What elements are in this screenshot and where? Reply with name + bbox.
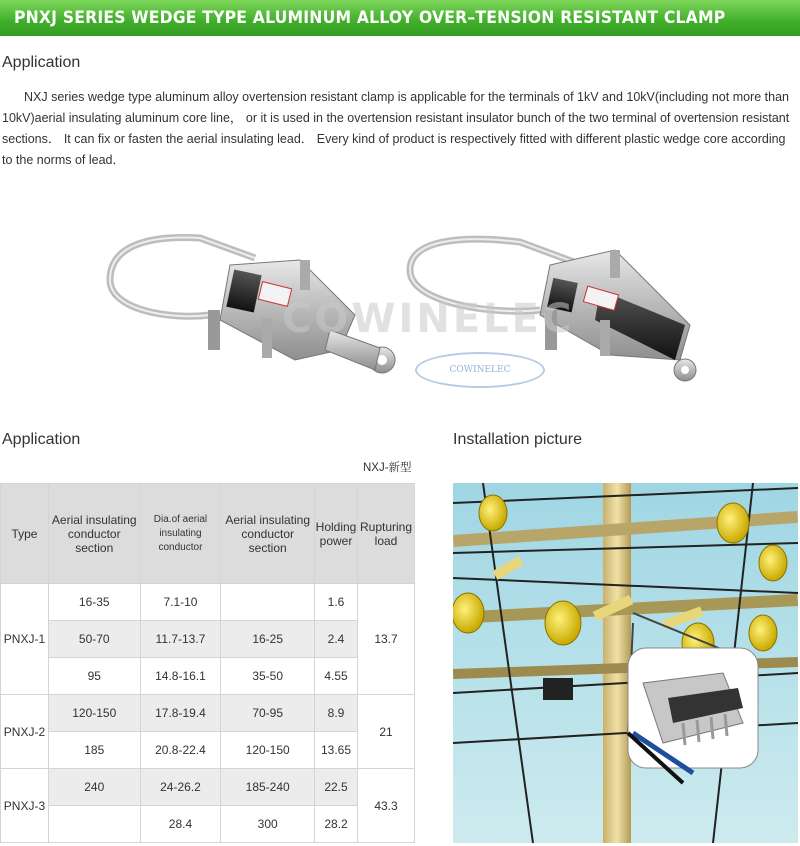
table-heading: Application bbox=[2, 431, 81, 448]
cell-section: 50-70 bbox=[48, 621, 140, 658]
table-row bbox=[1, 621, 415, 658]
header-holding: Holding power bbox=[315, 484, 358, 584]
cell-section2: 35-50 bbox=[221, 658, 315, 695]
header-dia: Dia.of aerial insulating conductor bbox=[140, 484, 221, 584]
banner-title: PNXJ SERIES WEDGE TYPE ALUMINUM ALLOY OVER–TENSION RESISTANT CLAMP bbox=[14, 8, 726, 28]
header-type: Type bbox=[1, 484, 49, 584]
application-paragraph: NXJ series wedge type aluminum alloy overtension resistant clamp is applicable for the terminals of 1kV and 10kV(including not more than 10kV)aerial insulating aluminum core line， or it is used in the overtension resistant insulator bunch of the two terminal of overtension resistant sections． It can fix or fasten the aerial insulating lead． Every kind of product is respectively fitted with different plastic wedge core according to the norms of lead． bbox=[2, 90, 790, 167]
cell-dia: 17.8-19.4 bbox=[140, 695, 221, 732]
cell-type: PNXJ-1 bbox=[1, 584, 49, 695]
model-label: NXJ-新型 bbox=[363, 462, 412, 474]
table-header-row bbox=[1, 484, 415, 584]
cell-holding: 28.2 bbox=[315, 806, 358, 843]
cell-dia: 20.8-22.4 bbox=[140, 732, 221, 769]
table-row bbox=[1, 658, 415, 695]
cell-section: 16-35 bbox=[48, 584, 140, 621]
cell-section: 240 bbox=[48, 769, 140, 806]
cell-type: PNXJ-3 bbox=[1, 769, 49, 843]
table-row bbox=[1, 769, 415, 806]
cell-section bbox=[48, 806, 140, 843]
cell-holding: 1.6 bbox=[315, 584, 358, 621]
cell-section2: 300 bbox=[221, 806, 315, 843]
table-row bbox=[1, 806, 415, 843]
cell-dia: 24-26.2 bbox=[140, 769, 221, 806]
cell-holding: 13.65 bbox=[315, 732, 358, 769]
cell-section: 95 bbox=[48, 658, 140, 695]
page-banner bbox=[0, 0, 800, 36]
cell-dia: 28.4 bbox=[140, 806, 221, 843]
cell-section: 120-150 bbox=[48, 695, 140, 732]
cell-holding: 22.5 bbox=[315, 769, 358, 806]
cell-dia: 7.1-10 bbox=[140, 584, 221, 621]
cell-type: PNXJ-2 bbox=[1, 695, 49, 769]
table-row bbox=[1, 695, 415, 732]
table-row bbox=[1, 732, 415, 769]
cell-dia: 14.8-16.1 bbox=[140, 658, 221, 695]
watermark-logo: COWINELEC bbox=[415, 352, 545, 388]
header-section2: Aerial insulating conductor section bbox=[221, 484, 315, 584]
cell-section2: 16-25 bbox=[221, 621, 315, 658]
table-row bbox=[1, 584, 415, 621]
cell-holding: 8.9 bbox=[315, 695, 358, 732]
cell-holding: 4.55 bbox=[315, 658, 358, 695]
cell-rupturing: 43.3 bbox=[358, 769, 415, 843]
cell-rupturing: 21 bbox=[358, 695, 415, 769]
application-heading: Application bbox=[2, 54, 81, 71]
watermark-text: COWINELEC bbox=[282, 296, 575, 342]
cell-rupturing: 13.7 bbox=[358, 584, 415, 695]
installation-heading: Installation picture bbox=[453, 431, 582, 448]
cell-section: 185 bbox=[48, 732, 140, 769]
cell-dia: 11.7-13.7 bbox=[140, 621, 221, 658]
cell-holding: 2.4 bbox=[315, 621, 358, 658]
spec-table bbox=[0, 483, 415, 843]
cell-section2 bbox=[221, 584, 315, 621]
cell-section2: 120-150 bbox=[221, 732, 315, 769]
header-section: Aerial insulating conductor section bbox=[48, 484, 140, 584]
cell-section2: 185-240 bbox=[221, 769, 315, 806]
header-rupturing: Rupturing load bbox=[358, 484, 415, 584]
cell-section2: 70-95 bbox=[221, 695, 315, 732]
installation-photo bbox=[453, 483, 798, 843]
